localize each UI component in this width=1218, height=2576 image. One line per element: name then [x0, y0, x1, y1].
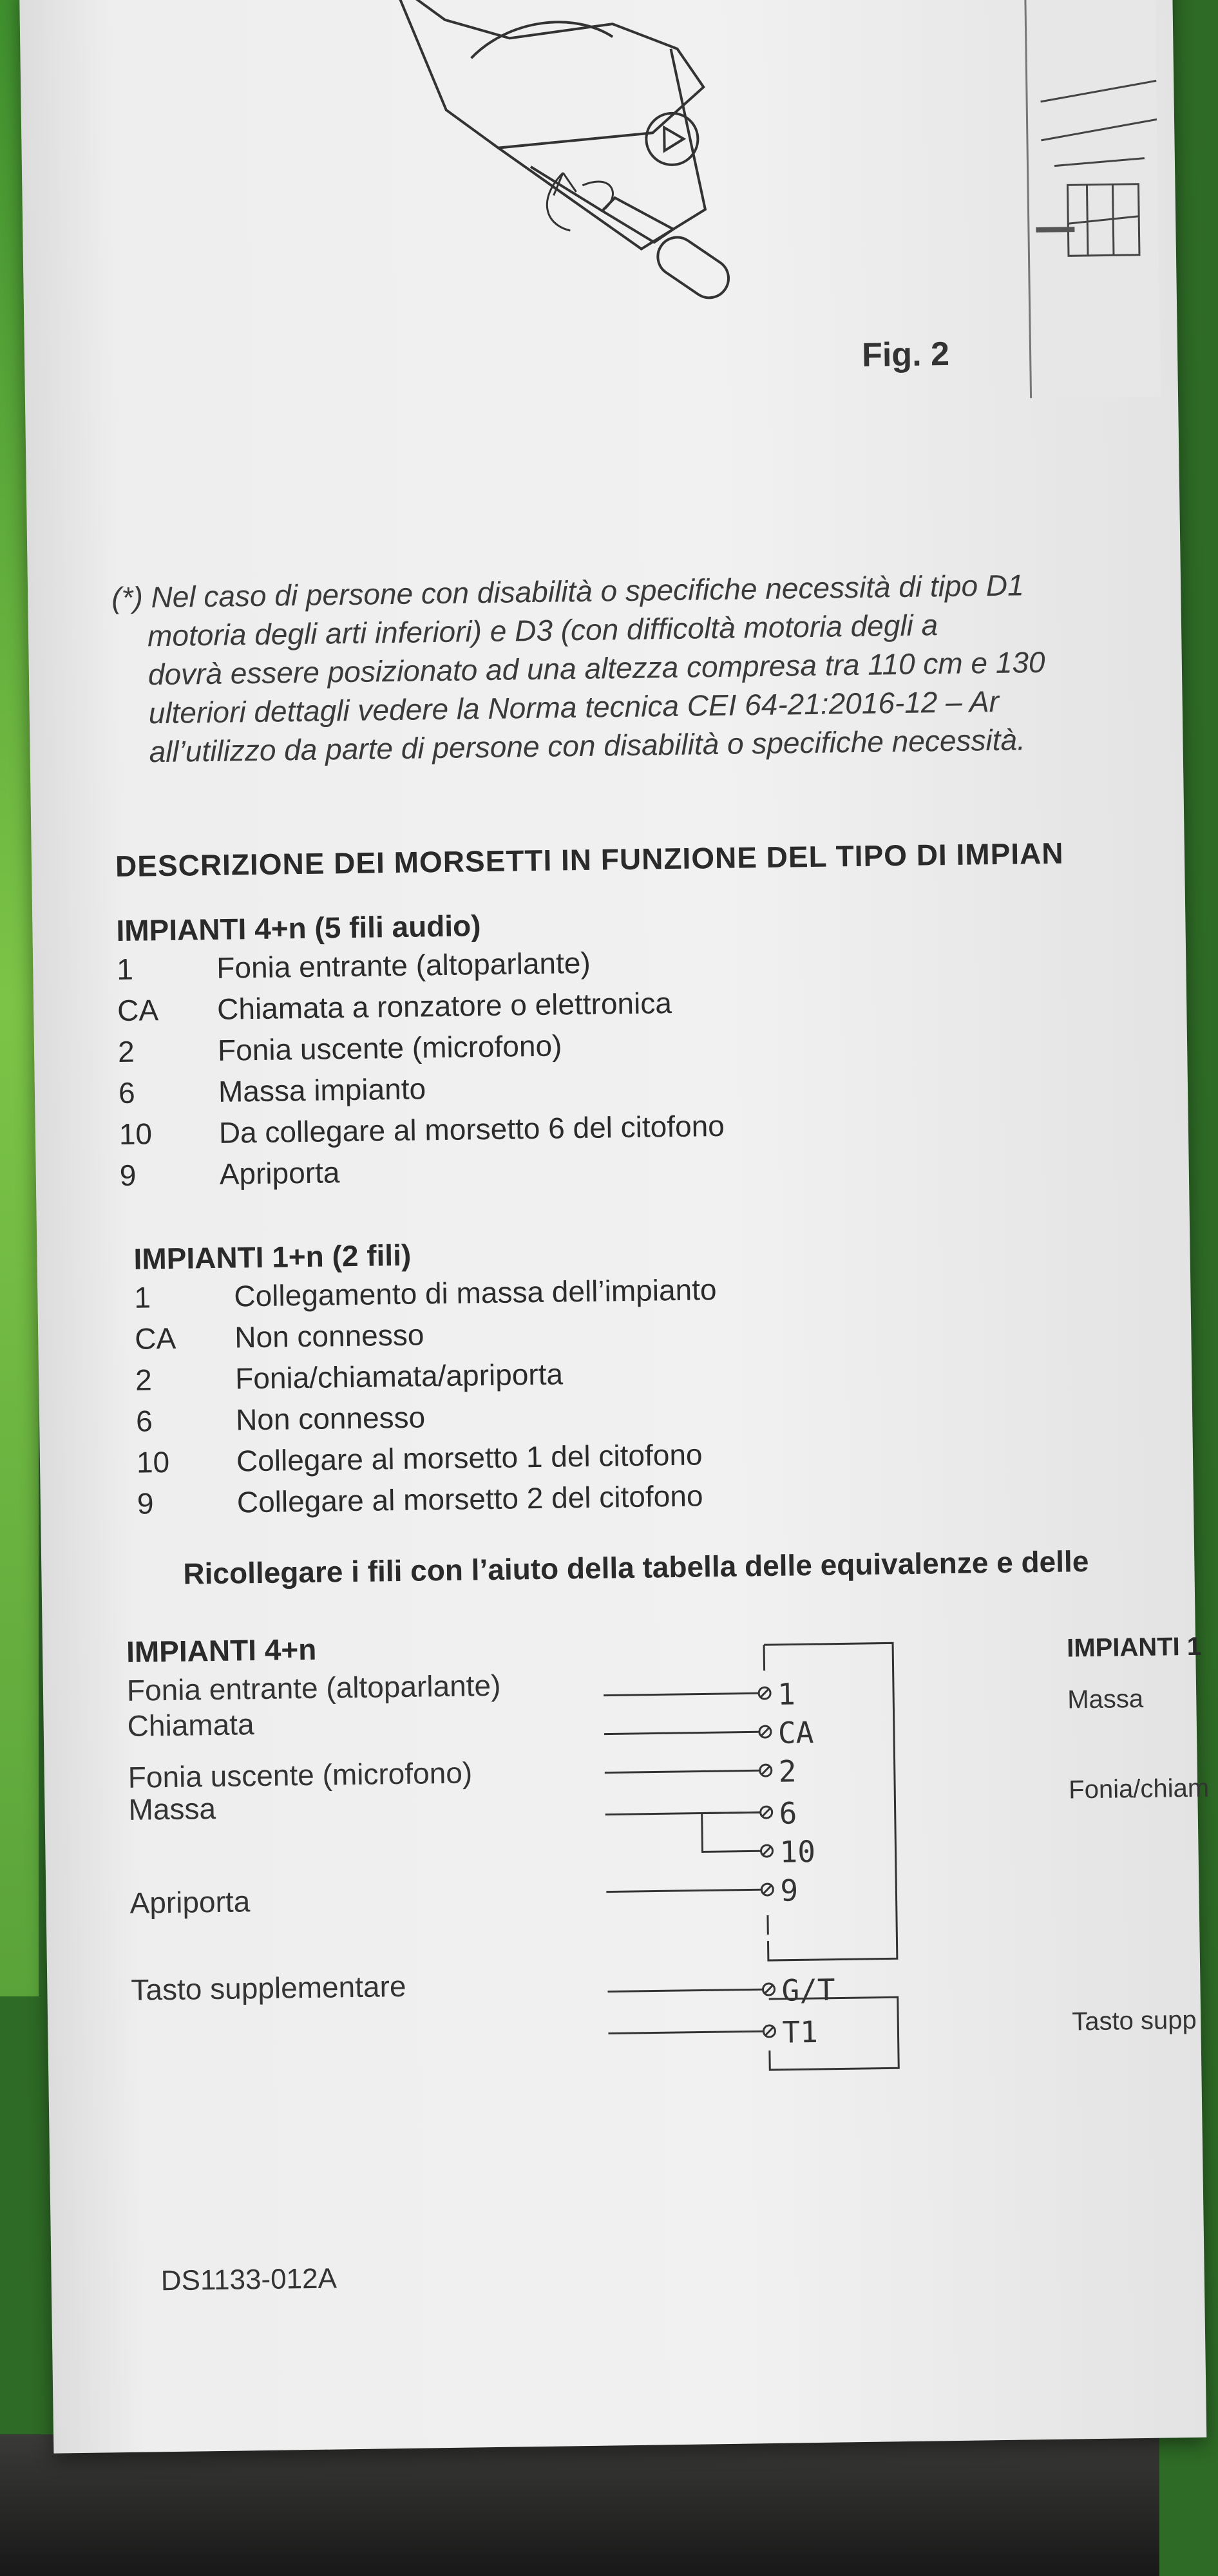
terminal-desc: Fonia/chiamata/apriporta — [234, 1357, 564, 1396]
diagram-right-title: IMPIANTI 1 — [1066, 1632, 1202, 1663]
diagram-label-speaker: Fonia entrante (altoparlante) — [126, 1668, 501, 1707]
note-line-1: (*) Nel caso di persone con disabilità o specifiche necessità di tipo D1 — [111, 568, 1025, 615]
note-line-2: motoria degli arti inferiori) e D3 (con difficoltà motoria degli a — [147, 608, 938, 653]
side-illustration — [1024, 0, 1161, 398]
background-table — [0, 2434, 1159, 2576]
diagram-label-ground: Massa — [128, 1792, 216, 1826]
terminal-desc: Fonia uscente (microfono) — [217, 1028, 562, 1067]
terminal-code: 2 — [117, 1034, 135, 1069]
instruction-sheet — [19, 0, 1210, 2454]
system-4n-title: IMPIANTI 4+n (5 fili audio) — [116, 909, 481, 948]
figure-2-illustration — [367, 0, 772, 394]
terminal-desc: Apriporta — [219, 1155, 340, 1191]
terminal-desc: Fonia entrante (altoparlante) — [216, 945, 591, 985]
terminal-6: 6 — [779, 1795, 797, 1831]
terminal-1: 1 — [777, 1676, 796, 1712]
diagram-label-call: Chiamata — [127, 1707, 254, 1743]
document-code: DS1133-012A — [160, 2262, 338, 2297]
table-row — [119, 1108, 725, 1158]
system-1n-table — [133, 1233, 719, 1528]
table-row — [134, 1272, 717, 1321]
terminal-block-diagram — [590, 1629, 958, 2124]
diagram-right-label-extra: Tasto supp — [1071, 2005, 1197, 2036]
note-line-3: dovrà essere posizionato ad una altezza compresa tra 110 cm e 130 — [147, 645, 1045, 692]
terminal-10: 10 — [779, 1834, 816, 1870]
diagram-label-extra-button: Tasto supplementare — [131, 1969, 406, 2007]
table-row — [119, 1150, 725, 1199]
terminal-desc: Non connesso — [235, 1400, 426, 1437]
diagram-label-mic: Fonia uscente (microfono) — [128, 1756, 473, 1794]
rewire-instruction: Ricollegare i fili con l’aiuto della tabella delle equivalenze e delle — [183, 1544, 1089, 1591]
terminal-code: CA — [134, 1321, 176, 1356]
terminal-desc: Da collegare al morsetto 6 del citofono — [218, 1108, 725, 1150]
terminal-desc: Collegare al morsetto 1 del citofono — [236, 1437, 703, 1478]
terminal-desc: Chiamata a ronzatore o elettronica — [216, 986, 672, 1026]
table-row — [117, 985, 723, 1034]
system-4n-table — [116, 905, 725, 1199]
note-line-4: ulteriori dettagli vedere la Norma tecnica CEI 64-21:2016-12 – Ar — [148, 684, 1000, 730]
terminal-code: 10 — [119, 1117, 153, 1151]
terminal-desc: Non connesso — [234, 1318, 424, 1354]
terminal-code: 2 — [135, 1363, 153, 1397]
terminal-code: 1 — [134, 1280, 151, 1314]
terminal-code: 1 — [116, 952, 134, 987]
terminal-code: 6 — [118, 1075, 135, 1110]
terminal-code: 9 — [119, 1158, 137, 1193]
diagram-left-title: IMPIANTI 4+n — [126, 1632, 317, 1669]
table-row — [137, 1478, 720, 1528]
terminal-code: 6 — [135, 1404, 153, 1438]
terminal-desc: Collegare al morsetto 2 del citofono — [236, 1479, 703, 1519]
system-1n-title: IMPIANTI 1+n (2 fili) — [133, 1238, 412, 1276]
section-title: DESCRIZIONE DEI MORSETTI IN FUNZIONE DEL TIPO DI IMPIAN — [115, 836, 1064, 884]
terminal-ca: CA — [777, 1715, 814, 1750]
terminal-2: 2 — [778, 1754, 797, 1789]
diagram-right-label-voice: Fonia/chiam — [1068, 1774, 1210, 1804]
terminal-t1: T1 — [782, 2014, 819, 2050]
terminal-code: 9 — [137, 1486, 154, 1520]
terminal-code: CA — [117, 993, 159, 1028]
terminal-code: 10 — [136, 1444, 170, 1479]
terminal-desc: Collegamento di massa dell’impianto — [234, 1273, 717, 1313]
terminal-gt: G/T — [781, 1972, 836, 2008]
diagram-right-label-ground: Massa — [1067, 1684, 1144, 1714]
diagram-label-door-opener: Apriporta — [129, 1884, 251, 1920]
terminal-desc: Massa impianto — [218, 1072, 426, 1108]
figure-label: Fig. 2 — [861, 335, 950, 374]
terminal-9: 9 — [780, 1873, 799, 1908]
note-line-5: all’utilizzo da parte di persone con disabilità o specifiche necessità. — [149, 723, 1026, 769]
